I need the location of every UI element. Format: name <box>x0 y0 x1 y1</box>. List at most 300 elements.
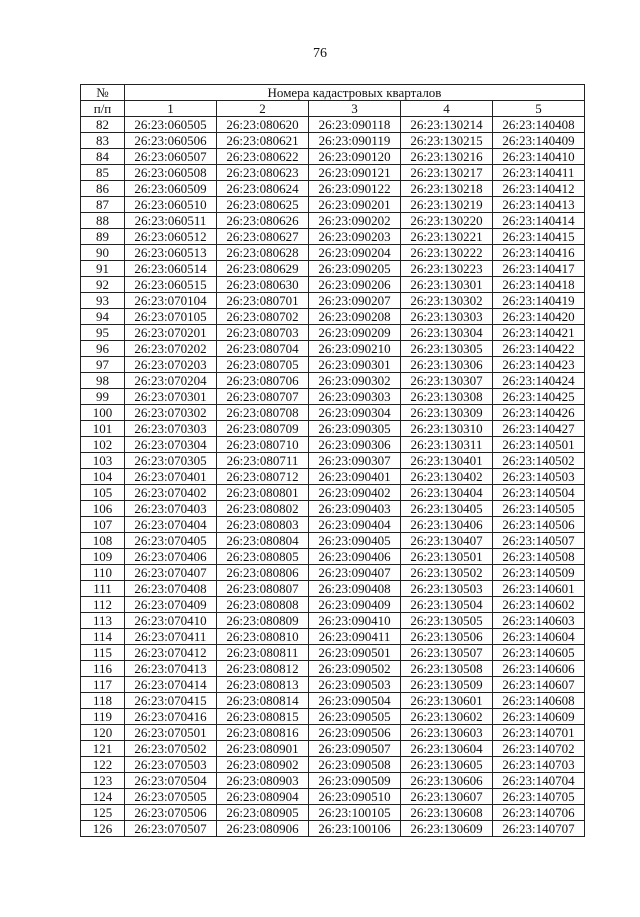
cadastral-number-cell: 26:23:080805 <box>217 549 309 565</box>
table-row <box>81 229 585 245</box>
cadastral-number-cell: 26:23:070407 <box>125 565 217 581</box>
cadastral-number-cell: 26:23:140420 <box>493 309 585 325</box>
cadastral-number-cell: 26:23:090122 <box>309 181 401 197</box>
cadastral-number-cell: 26:23:130401 <box>401 453 493 469</box>
cadastral-number-cell: 26:23:090508 <box>309 757 401 773</box>
cadastral-number-cell: 26:23:140609 <box>493 709 585 725</box>
cadastral-number-cell: 26:23:130506 <box>401 629 493 645</box>
cadastral-number-cell: 26:23:090407 <box>309 565 401 581</box>
row-number-cell: 109 <box>81 549 125 565</box>
cadastral-number-cell: 26:23:140606 <box>493 661 585 677</box>
cadastral-number-cell: 26:23:080802 <box>217 501 309 517</box>
cadastral-number-cell: 26:23:060509 <box>125 181 217 197</box>
cadastral-number-cell: 26:23:130608 <box>401 805 493 821</box>
cadastral-number-cell: 26:23:130310 <box>401 421 493 437</box>
cadastral-number-cell: 26:23:080815 <box>217 709 309 725</box>
row-number-cell: 125 <box>81 805 125 821</box>
table-row <box>81 421 585 437</box>
cadastral-number-cell: 26:23:090505 <box>309 709 401 725</box>
cadastral-number-cell: 26:23:140424 <box>493 373 585 389</box>
cadastral-number-cell: 26:23:140707 <box>493 821 585 837</box>
cadastral-number-cell: 26:23:090206 <box>309 277 401 293</box>
row-number-cell: 105 <box>81 485 125 501</box>
cadastral-number-cell: 26:23:070507 <box>125 821 217 837</box>
cadastral-number-cell: 26:23:080806 <box>217 565 309 581</box>
row-number-cell: 116 <box>81 661 125 677</box>
cadastral-number-cell: 26:23:090408 <box>309 581 401 597</box>
cadastral-number-cell: 26:23:090120 <box>309 149 401 165</box>
cadastral-number-cell: 26:23:140608 <box>493 693 585 709</box>
row-number-cell: 83 <box>81 133 125 149</box>
cadastral-number-cell: 26:23:080811 <box>217 645 309 661</box>
cadastral-number-cell: 26:23:070406 <box>125 549 217 565</box>
cadastral-number-cell: 26:23:070503 <box>125 757 217 773</box>
cadastral-number-cell: 26:23:090207 <box>309 293 401 309</box>
cadastral-number-cell: 26:23:140410 <box>493 149 585 165</box>
cadastral-number-cell: 26:23:080710 <box>217 437 309 453</box>
cadastral-number-cell: 26:23:080702 <box>217 309 309 325</box>
cadastral-number-cell: 26:23:070409 <box>125 597 217 613</box>
table-header <box>81 85 585 117</box>
cadastral-number-cell: 26:23:100105 <box>309 805 401 821</box>
table-row <box>81 485 585 501</box>
cadastral-number-cell: 26:23:130507 <box>401 645 493 661</box>
cadastral-number-cell: 26:23:090402 <box>309 485 401 501</box>
row-number-cell: 117 <box>81 677 125 693</box>
cadastral-number-cell: 26:23:140411 <box>493 165 585 181</box>
cadastral-number-cell: 26:23:130223 <box>401 261 493 277</box>
cadastral-number-cell: 26:23:070405 <box>125 533 217 549</box>
cadastral-number-cell: 26:23:080708 <box>217 405 309 421</box>
row-number-cell: 122 <box>81 757 125 773</box>
cadastral-number-cell: 26:23:070502 <box>125 741 217 757</box>
cadastral-number-cell: 26:23:090301 <box>309 357 401 373</box>
row-number-cell: 121 <box>81 741 125 757</box>
row-number-cell: 91 <box>81 261 125 277</box>
cadastral-number-cell: 26:23:060515 <box>125 277 217 293</box>
cadastral-number-cell: 26:23:090303 <box>309 389 401 405</box>
cadastral-number-cell: 26:23:140501 <box>493 437 585 453</box>
cadastral-number-cell: 26:23:090403 <box>309 501 401 517</box>
cadastral-number-cell: 26:23:090302 <box>309 373 401 389</box>
cadastral-number-cell: 26:23:070411 <box>125 629 217 645</box>
cadastral-number-cell: 26:23:070104 <box>125 293 217 309</box>
cadastral-number-cell: 26:23:090204 <box>309 245 401 261</box>
cadastral-number-cell: 26:23:140409 <box>493 133 585 149</box>
cadastral-number-cell: 26:23:140605 <box>493 645 585 661</box>
cadastral-number-cell: 26:23:090305 <box>309 421 401 437</box>
cadastral-number-cell: 26:23:080627 <box>217 229 309 245</box>
cadastral-number-cell: 26:23:070501 <box>125 725 217 741</box>
table-row <box>81 645 585 661</box>
cadastral-number-cell: 26:23:090119 <box>309 133 401 149</box>
cadastral-number-cell: 26:23:080625 <box>217 197 309 213</box>
cadastral-number-cell: 26:23:090507 <box>309 741 401 757</box>
cadastral-number-cell: 26:23:070301 <box>125 389 217 405</box>
cadastral-number-cell: 26:23:070204 <box>125 373 217 389</box>
cadastral-number-cell: 26:23:080901 <box>217 741 309 757</box>
cadastral-number-cell: 26:23:070414 <box>125 677 217 693</box>
row-number-cell: 119 <box>81 709 125 725</box>
row-number-cell: 114 <box>81 629 125 645</box>
cadastral-number-cell: 26:23:070402 <box>125 485 217 501</box>
cadastral-number-cell: 26:23:130508 <box>401 661 493 677</box>
cadastral-number-cell: 26:23:080622 <box>217 149 309 165</box>
cadastral-number-cell: 26:23:080620 <box>217 117 309 133</box>
row-number-cell: 86 <box>81 181 125 197</box>
row-number-cell: 88 <box>81 213 125 229</box>
cadastral-number-cell: 26:23:090510 <box>309 789 401 805</box>
cadastral-number-cell: 26:23:080703 <box>217 325 309 341</box>
row-number-cell: 108 <box>81 533 125 549</box>
table-row <box>81 693 585 709</box>
table-row <box>81 517 585 533</box>
table-row <box>81 437 585 453</box>
cadastral-number-cell: 26:23:080803 <box>217 517 309 533</box>
cadastral-number-cell: 26:23:140503 <box>493 469 585 485</box>
row-number-cell: 102 <box>81 437 125 453</box>
cadastral-number-cell: 26:23:130606 <box>401 773 493 789</box>
cadastral-number-cell: 26:23:090410 <box>309 613 401 629</box>
cadastral-number-cell: 26:23:090406 <box>309 549 401 565</box>
cadastral-number-cell: 26:23:130301 <box>401 277 493 293</box>
cadastral-number-cell: 26:23:070403 <box>125 501 217 517</box>
row-number-cell: 95 <box>81 325 125 341</box>
table-body <box>81 117 585 837</box>
cadastral-number-cell: 26:23:080816 <box>217 725 309 741</box>
cadastral-number-cell: 26:23:090205 <box>309 261 401 277</box>
table-row <box>81 677 585 693</box>
cadastral-number-cell: 26:23:100106 <box>309 821 401 837</box>
cadastral-number-cell: 26:23:070410 <box>125 613 217 629</box>
table-row <box>81 709 585 725</box>
cadastral-number-cell: 26:23:130404 <box>401 485 493 501</box>
row-number-cell: 84 <box>81 149 125 165</box>
table-row <box>81 581 585 597</box>
cadastral-number-cell: 26:23:130302 <box>401 293 493 309</box>
cadastral-number-cell: 26:23:060507 <box>125 149 217 165</box>
cadastral-number-cell: 26:23:090202 <box>309 213 401 229</box>
table-row <box>81 293 585 309</box>
cadastral-number-cell: 26:23:070304 <box>125 437 217 453</box>
row-number-cell: 110 <box>81 565 125 581</box>
cadastral-number-cell: 26:23:060506 <box>125 133 217 149</box>
cadastral-number-cell: 26:23:080626 <box>217 213 309 229</box>
table-row <box>81 805 585 821</box>
table-row <box>81 197 585 213</box>
cadastral-number-cell: 26:23:090409 <box>309 597 401 613</box>
cadastral-number-cell: 26:23:080623 <box>217 165 309 181</box>
cadastral-number-cell: 26:23:130218 <box>401 181 493 197</box>
table-row <box>81 469 585 485</box>
cadastral-number-cell: 26:23:090210 <box>309 341 401 357</box>
table-row <box>81 181 585 197</box>
row-number-cell: 94 <box>81 309 125 325</box>
cadastral-number-cell: 26:23:140506 <box>493 517 585 533</box>
cadastral-number-cell: 26:23:140421 <box>493 325 585 341</box>
row-number-cell: 101 <box>81 421 125 437</box>
column-header: 4 <box>401 101 493 117</box>
cadastral-number-cell: 26:23:090411 <box>309 629 401 645</box>
cadastral-number-cell: 26:23:140603 <box>493 613 585 629</box>
cadastral-number-cell: 26:23:130405 <box>401 501 493 517</box>
cadastral-number-cell: 26:23:070302 <box>125 405 217 421</box>
row-number-cell: 96 <box>81 341 125 357</box>
cadastral-number-cell: 26:23:130503 <box>401 581 493 597</box>
cadastral-number-cell: 26:23:130219 <box>401 197 493 213</box>
row-number-cell: 89 <box>81 229 125 245</box>
cadastral-number-cell: 26:23:090504 <box>309 693 401 709</box>
table-row <box>81 309 585 325</box>
cadastral-number-cell: 26:23:090304 <box>309 405 401 421</box>
table-row <box>81 357 585 373</box>
cadastral-number-cell: 26:23:140509 <box>493 565 585 581</box>
row-number-cell: 123 <box>81 773 125 789</box>
cadastral-number-cell: 26:23:130505 <box>401 613 493 629</box>
table-row <box>81 821 585 837</box>
cadastral-number-cell: 26:23:080624 <box>217 181 309 197</box>
cadastral-number-cell: 26:23:130214 <box>401 117 493 133</box>
row-number-cell: 97 <box>81 357 125 373</box>
table-row <box>81 613 585 629</box>
cadastral-number-cell: 26:23:140422 <box>493 341 585 357</box>
cadastral-number-cell: 26:23:080621 <box>217 133 309 149</box>
cadastral-number-cell: 26:23:070505 <box>125 789 217 805</box>
row-number-cell: 104 <box>81 469 125 485</box>
cadastral-number-cell: 26:23:140423 <box>493 357 585 373</box>
cadastral-number-cell: 26:23:070201 <box>125 325 217 341</box>
cadastral-number-cell: 26:23:090307 <box>309 453 401 469</box>
row-number-cell: 87 <box>81 197 125 213</box>
cadastral-number-cell: 26:23:080628 <box>217 245 309 261</box>
cadastral-number-cell: 26:23:130509 <box>401 677 493 693</box>
cadastral-number-cell: 26:23:080704 <box>217 341 309 357</box>
cadastral-number-cell: 26:23:140507 <box>493 533 585 549</box>
cadastral-number-cell: 26:23:080705 <box>217 357 309 373</box>
table-row <box>81 133 585 149</box>
cadastral-number-cell: 26:23:130215 <box>401 133 493 149</box>
cadastral-number-cell: 26:23:130609 <box>401 821 493 837</box>
table-row <box>81 789 585 805</box>
cadastral-number-cell: 26:23:060512 <box>125 229 217 245</box>
cadastral-number-cell: 26:23:090503 <box>309 677 401 693</box>
cadastral-number-cell: 26:23:080814 <box>217 693 309 709</box>
table-row <box>81 213 585 229</box>
cadastral-number-cell: 26:23:060510 <box>125 197 217 213</box>
cadastral-number-cell: 26:23:080903 <box>217 773 309 789</box>
cadastral-number-cell: 26:23:080904 <box>217 789 309 805</box>
table-row <box>81 389 585 405</box>
page-number: 76 <box>313 46 327 61</box>
table-row <box>81 725 585 741</box>
table-row <box>81 149 585 165</box>
cadastral-table <box>80 84 585 837</box>
cadastral-number-cell: 26:23:140508 <box>493 549 585 565</box>
cadastral-number-cell: 26:23:130222 <box>401 245 493 261</box>
table-row <box>81 549 585 565</box>
cadastral-number-cell: 26:23:130311 <box>401 437 493 453</box>
cadastral-number-cell: 26:23:070203 <box>125 357 217 373</box>
cadastral-number-cell: 26:23:140601 <box>493 581 585 597</box>
cadastral-number-cell: 26:23:140418 <box>493 277 585 293</box>
cadastral-number-cell: 26:23:140412 <box>493 181 585 197</box>
cadastral-number-cell: 26:23:130402 <box>401 469 493 485</box>
cadastral-number-cell: 26:23:070413 <box>125 661 217 677</box>
cadastral-number-cell: 26:23:130501 <box>401 549 493 565</box>
cadastral-number-cell: 26:23:080801 <box>217 485 309 501</box>
row-number-cell: 113 <box>81 613 125 629</box>
cadastral-number-cell: 26:23:070303 <box>125 421 217 437</box>
cadastral-number-cell: 26:23:080807 <box>217 581 309 597</box>
cadastral-number-cell: 26:23:070202 <box>125 341 217 357</box>
row-number-cell: 118 <box>81 693 125 709</box>
cadastral-number-cell: 26:23:130217 <box>401 165 493 181</box>
table-row <box>81 341 585 357</box>
table-row <box>81 261 585 277</box>
cadastral-number-cell: 26:23:090509 <box>309 773 401 789</box>
cadastral-number-cell: 26:23:090118 <box>309 117 401 133</box>
cadastral-number-cell: 26:23:080630 <box>217 277 309 293</box>
cadastral-number-cell: 26:23:080810 <box>217 629 309 645</box>
table-row <box>81 741 585 757</box>
cadastral-number-cell: 26:23:080804 <box>217 533 309 549</box>
cadastral-number-cell: 26:23:140502 <box>493 453 585 469</box>
cadastral-number-cell: 26:23:080812 <box>217 661 309 677</box>
cadastral-number-cell: 26:23:070416 <box>125 709 217 725</box>
cadastral-number-cell: 26:23:080706 <box>217 373 309 389</box>
cadastral-number-cell: 26:23:070404 <box>125 517 217 533</box>
cadastral-number-cell: 26:23:070401 <box>125 469 217 485</box>
cadastral-number-cell: 26:23:070408 <box>125 581 217 597</box>
header-num-bottom: п/п <box>81 101 125 117</box>
cadastral-number-cell: 26:23:140417 <box>493 261 585 277</box>
cadastral-number-cell: 26:23:080629 <box>217 261 309 277</box>
table-row <box>81 373 585 389</box>
cadastral-number-cell: 26:23:060513 <box>125 245 217 261</box>
table-row <box>81 245 585 261</box>
row-number-cell: 120 <box>81 725 125 741</box>
cadastral-number-cell: 26:23:140706 <box>493 805 585 821</box>
cadastral-number-cell: 26:23:130220 <box>401 213 493 229</box>
cadastral-number-cell: 26:23:080711 <box>217 453 309 469</box>
row-number-cell: 90 <box>81 245 125 261</box>
cadastral-number-cell: 26:23:080905 <box>217 805 309 821</box>
cadastral-number-cell: 26:23:130303 <box>401 309 493 325</box>
cadastral-number-cell: 26:23:130502 <box>401 565 493 581</box>
cadastral-number-cell: 26:23:130504 <box>401 597 493 613</box>
row-number-cell: 111 <box>81 581 125 597</box>
cadastral-number-cell: 26:23:090203 <box>309 229 401 245</box>
cadastral-number-cell: 26:23:140505 <box>493 501 585 517</box>
cadastral-number-cell: 26:23:090401 <box>309 469 401 485</box>
row-number-cell: 100 <box>81 405 125 421</box>
row-number-cell: 112 <box>81 597 125 613</box>
row-number-cell: 103 <box>81 453 125 469</box>
cadastral-number-cell: 26:23:140416 <box>493 245 585 261</box>
cadastral-number-cell: 26:23:130306 <box>401 357 493 373</box>
cadastral-number-cell: 26:23:140427 <box>493 421 585 437</box>
cadastral-number-cell: 26:23:090506 <box>309 725 401 741</box>
row-number-cell: 98 <box>81 373 125 389</box>
column-header: 2 <box>217 101 309 117</box>
table-row <box>81 757 585 773</box>
cadastral-number-cell: 26:23:130607 <box>401 789 493 805</box>
cadastral-number-cell: 26:23:130603 <box>401 725 493 741</box>
cadastral-number-cell: 26:23:070415 <box>125 693 217 709</box>
cadastral-number-cell: 26:23:070504 <box>125 773 217 789</box>
cadastral-number-cell: 26:23:090502 <box>309 661 401 677</box>
cadastral-number-cell: 26:23:090121 <box>309 165 401 181</box>
table-row <box>81 117 585 133</box>
cadastral-number-cell: 26:23:130604 <box>401 741 493 757</box>
column-header: 5 <box>493 101 585 117</box>
table-row <box>81 533 585 549</box>
row-number-cell: 92 <box>81 277 125 293</box>
cadastral-number-cell: 26:23:080813 <box>217 677 309 693</box>
row-number-cell: 82 <box>81 117 125 133</box>
cadastral-number-cell: 26:23:070105 <box>125 309 217 325</box>
row-number-cell: 85 <box>81 165 125 181</box>
cadastral-number-cell: 26:23:070305 <box>125 453 217 469</box>
table-row <box>81 661 585 677</box>
cadastral-number-cell: 26:23:130605 <box>401 757 493 773</box>
cadastral-number-cell: 26:23:140419 <box>493 293 585 309</box>
cadastral-number-cell: 26:23:090501 <box>309 645 401 661</box>
cadastral-number-cell: 26:23:090208 <box>309 309 401 325</box>
cadastral-number-cell: 26:23:130406 <box>401 517 493 533</box>
row-number-cell: 115 <box>81 645 125 661</box>
table-row <box>81 405 585 421</box>
cadastral-number-cell: 26:23:080701 <box>217 293 309 309</box>
cadastral-number-cell: 26:23:140705 <box>493 789 585 805</box>
cadastral-number-cell: 26:23:140607 <box>493 677 585 693</box>
cadastral-number-cell: 26:23:080808 <box>217 597 309 613</box>
cadastral-number-cell: 26:23:080906 <box>217 821 309 837</box>
cadastral-number-cell: 26:23:140604 <box>493 629 585 645</box>
cadastral-number-cell: 26:23:080709 <box>217 421 309 437</box>
cadastral-number-cell: 26:23:130308 <box>401 389 493 405</box>
cadastral-number-cell: 26:23:140426 <box>493 405 585 421</box>
cadastral-number-cell: 26:23:130307 <box>401 373 493 389</box>
cadastral-number-cell: 26:23:140414 <box>493 213 585 229</box>
cadastral-number-cell: 26:23:080712 <box>217 469 309 485</box>
cadastral-number-cell: 26:23:060511 <box>125 213 217 229</box>
table-row <box>81 629 585 645</box>
cadastral-number-cell: 26:23:130601 <box>401 693 493 709</box>
cadastral-number-cell: 26:23:060505 <box>125 117 217 133</box>
cadastral-number-cell: 26:23:140425 <box>493 389 585 405</box>
table-row <box>81 325 585 341</box>
table-row <box>81 565 585 581</box>
cadastral-number-cell: 26:23:080902 <box>217 757 309 773</box>
cadastral-number-cell: 26:23:130304 <box>401 325 493 341</box>
cadastral-number-cell: 26:23:130309 <box>401 405 493 421</box>
row-number-cell: 124 <box>81 789 125 805</box>
row-number-cell: 99 <box>81 389 125 405</box>
cadastral-number-cell: 26:23:130221 <box>401 229 493 245</box>
cadastral-number-cell: 26:23:090404 <box>309 517 401 533</box>
row-number-cell: 106 <box>81 501 125 517</box>
cadastral-number-cell: 26:23:090405 <box>309 533 401 549</box>
table-row <box>81 165 585 181</box>
cadastral-number-cell: 26:23:140413 <box>493 197 585 213</box>
cadastral-number-cell: 26:23:090209 <box>309 325 401 341</box>
cadastral-number-cell: 26:23:140704 <box>493 773 585 789</box>
cadastral-number-cell: 26:23:080707 <box>217 389 309 405</box>
cadastral-number-cell: 26:23:140415 <box>493 229 585 245</box>
cadastral-number-cell: 26:23:130216 <box>401 149 493 165</box>
row-number-cell: 93 <box>81 293 125 309</box>
